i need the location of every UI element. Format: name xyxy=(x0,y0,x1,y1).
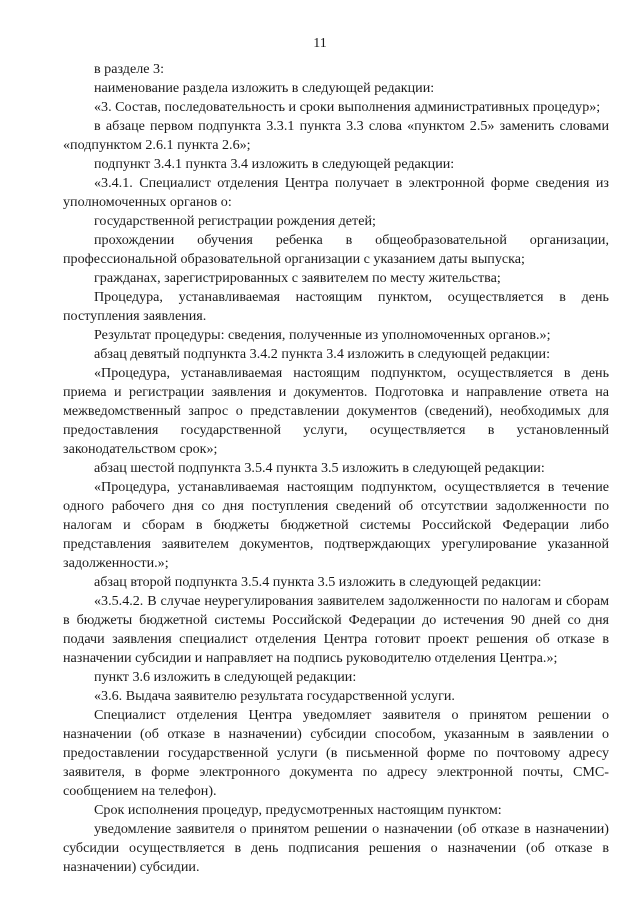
paragraph: государственной регистрации рождения детей; xyxy=(94,213,376,229)
paragraph: абзац второй подпункта 3.5.4 пункта 3.5 изложить в следующей редакции: xyxy=(94,574,542,590)
paragraph: Процедура, устанавливаемая настоящим пунктом, осуществляется в день поступления заявления. xyxy=(63,289,609,324)
paragraph: в разделе 3: xyxy=(94,61,164,77)
paragraph: «3.4.1. Специалист отделения Центра получает в электронной форме сведения из уполномоченных органов о: xyxy=(63,175,609,210)
paragraph: подпункт 3.4.1 пункта 3.4 изложить в следующей редакции: xyxy=(94,156,455,172)
paragraph: абзац девятый подпункта 3.4.2 пункта 3.4 изложить в следующей редакции: xyxy=(94,346,551,362)
paragraph: «3.6. Выдача заявителю результата государственной услуги. xyxy=(94,688,455,704)
paragraph: пункт 3.6 изложить в следующей редакции: xyxy=(94,669,357,685)
document-body xyxy=(63,60,609,877)
paragraph: Результат процедуры: сведения, полученные из уполномоченных органов.»; xyxy=(94,327,551,343)
paragraph: наименование раздела изложить в следующей редакции: xyxy=(94,80,435,96)
paragraph: «3.5.4.2. В случае неурегулирования заявителем задолженности по налогам и сборам в бюджеты бюджетной системы Российской Федерации до истечения 90 дней со дня подачи заявления специалист отделения Центра готовит проект решения об отказе в назначении субсидии и направляет на подпись руководителю отделения Центра.»; xyxy=(63,593,609,666)
paragraph: Специалист отделения Центра уведомляет заявителя о принятом решении о назначении (об отказе в назначении) субсидии способом, указанным в заявлении о предоставлении государственной услуги (в письменной форме по почтовому адресу заявителя, в форме электронного документа по адресу электронной почты, СМС-сообщением на телефон). xyxy=(63,707,609,799)
paragraph: «Процедура, устанавливаемая настоящим подпунктом, осуществляется в день приема и регистрации заявления и документов. Подготовка и направление ответа на межведомственный запрос о представлении документов (сведений), необходимых для предоставления государственной услуги, осуществляется в установленный законодательством срок»; xyxy=(63,365,609,457)
paragraph: гражданах, зарегистрированных с заявителем по месту жительства; xyxy=(94,270,501,286)
paragraph: «Процедура, устанавливаемая настоящим подпунктом, осуществляется в течение одного рабочего дня со дня поступления сведений об отсутствии задолженности по налогам и сборам в бюджеты бюджетной системы Российской Федерации либо представления заявителем документов, подтверждающих урегулирование указанной задолженности.»; xyxy=(63,479,609,571)
paragraph: в абзаце первом подпункта 3.3.1 пункта 3.3 слова «пунктом 2.5» заменить словами «подпунктом 2.6.1 пункта 2.6»; xyxy=(63,118,609,153)
paragraph: прохождении обучения ребенка в общеобразовательной организации, профессиональной образовательной организации с указанием даты выпуска; xyxy=(63,232,609,267)
paragraph: уведомление заявителя о принятом решении о назначении (об отказе в назначении) субсидии осуществляется в день подписания решения о назначении (об отказе в назначении) субсидии. xyxy=(63,821,609,875)
page-number: 11 xyxy=(313,36,327,51)
paragraph: «3. Состав, последовательность и сроки выполнения административных процедур»; xyxy=(94,99,601,115)
paragraph: Срок исполнения процедур, предусмотренных настоящим пунктом: xyxy=(94,802,502,818)
paragraph: абзац шестой подпункта 3.5.4 пункта 3.5 изложить в следующей редакции: xyxy=(94,460,545,476)
